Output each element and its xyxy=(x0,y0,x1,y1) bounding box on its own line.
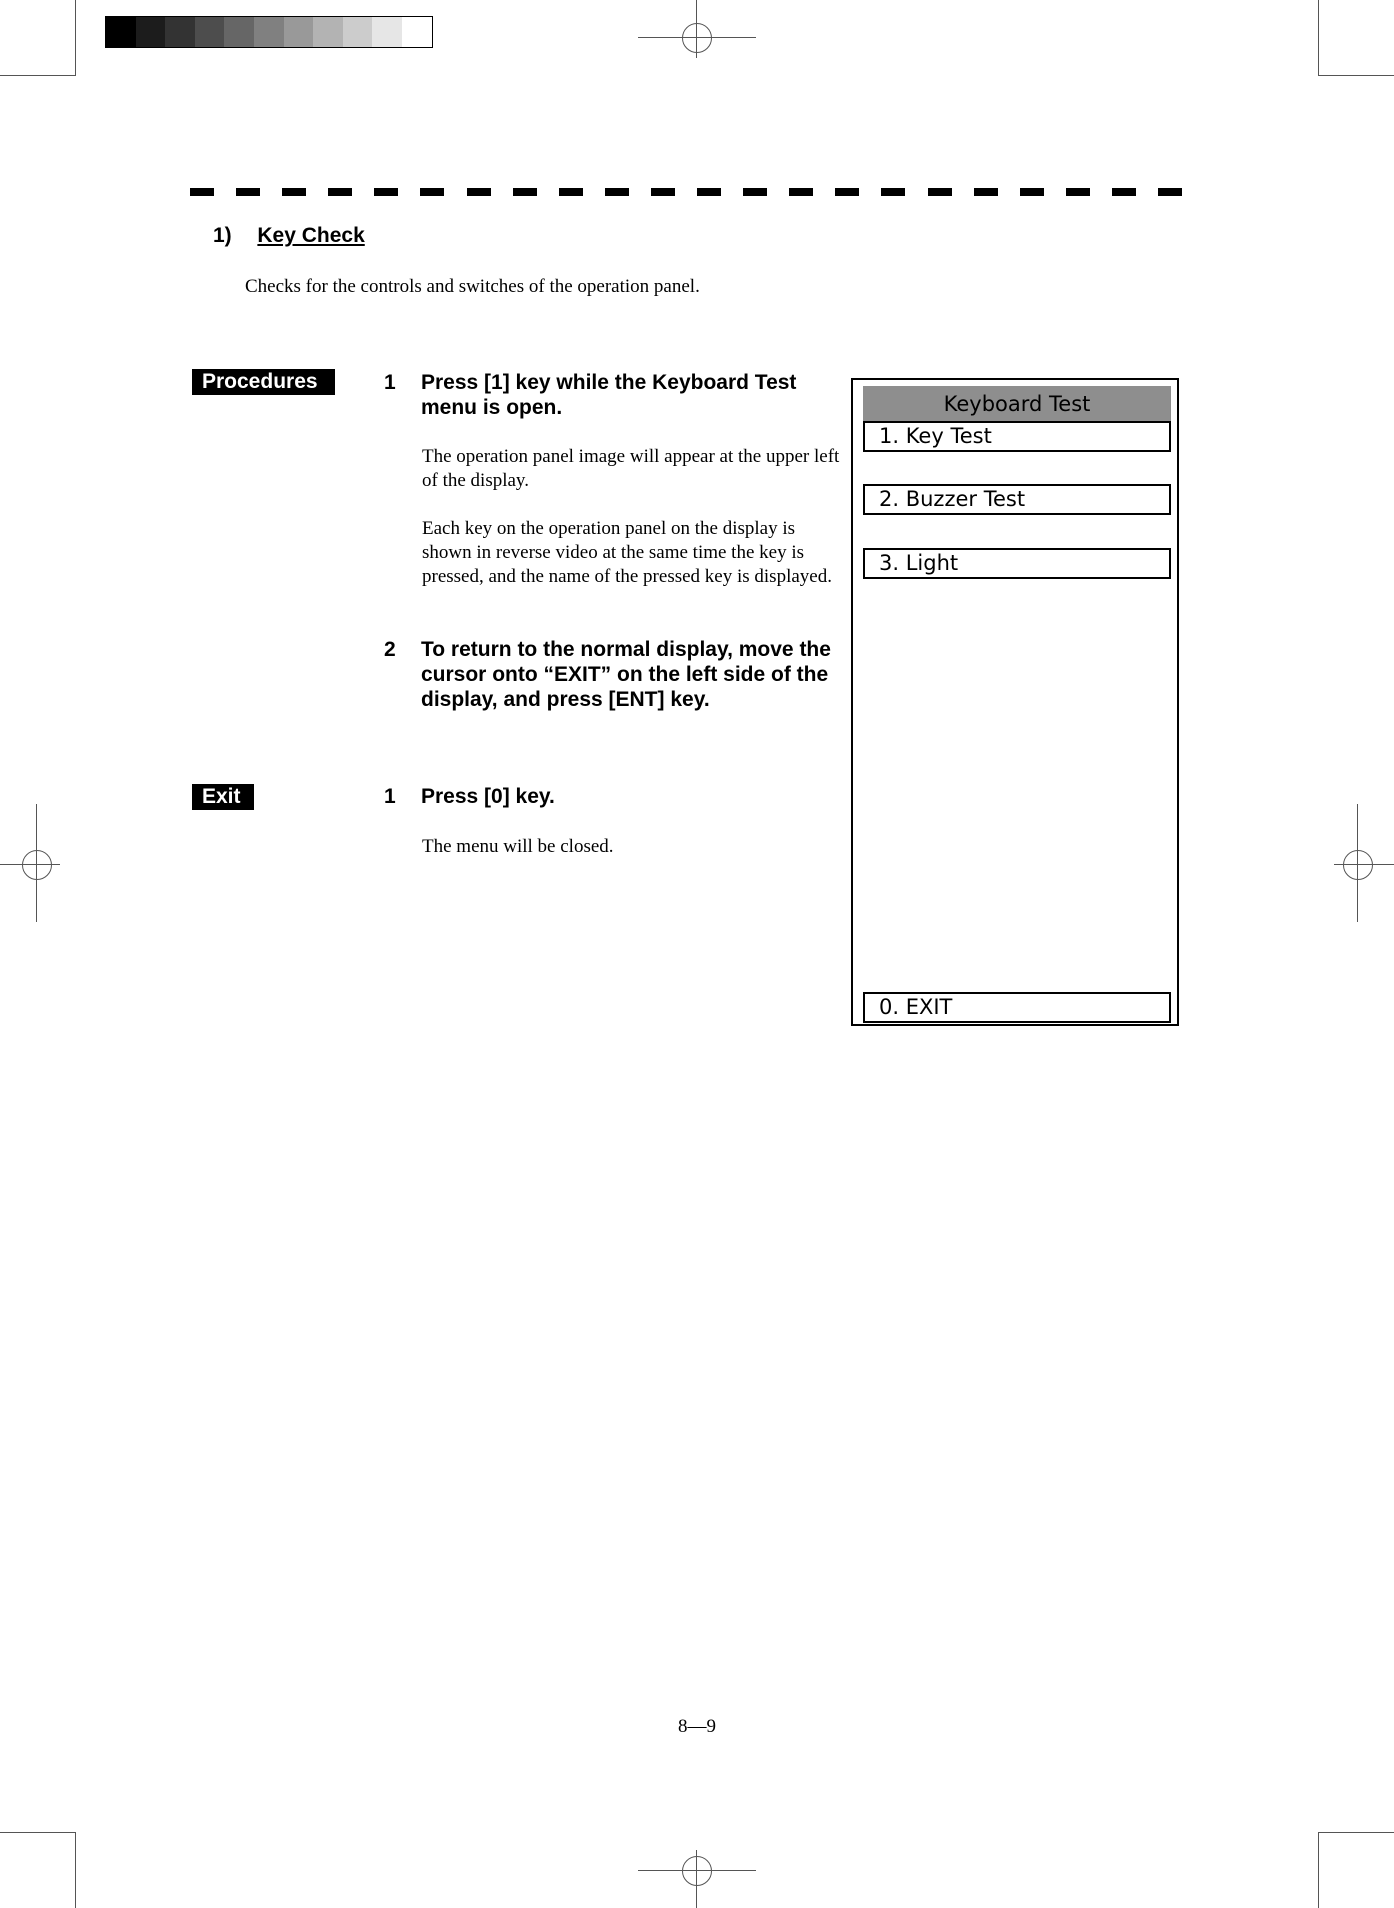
exit-step-1-note: The menu will be closed. xyxy=(422,836,614,857)
section-heading xyxy=(213,224,365,248)
grayscale-cell xyxy=(402,17,432,47)
dash-segment xyxy=(835,188,859,196)
dash-segment xyxy=(190,188,214,196)
procedure-step-1-note-2: Each key on the operation panel on the display is shown in reverse video at the same time the key is pressed, and the name of the pressed key is displayed. xyxy=(422,518,832,587)
exit-step-1-number: 1 xyxy=(384,785,396,808)
page-number: 8—9 xyxy=(678,1716,716,1737)
dash-segment xyxy=(881,188,905,196)
dash-segment xyxy=(420,188,444,196)
grayscale-cell xyxy=(372,17,402,47)
procedures-label: Procedures xyxy=(192,369,335,395)
dash-segment xyxy=(928,188,952,196)
dash-segment xyxy=(651,188,675,196)
exit-label: Exit xyxy=(192,784,254,810)
section-description: Checks for the controls and switches of the operation panel. xyxy=(245,276,700,297)
keyboard-test-screen xyxy=(851,378,1179,1026)
dash-segment xyxy=(282,188,306,196)
menu-item-buzzer-test[interactable]: 2. Buzzer Test xyxy=(863,484,1171,515)
dash-segment xyxy=(1066,188,1090,196)
section-number: 1) xyxy=(213,224,232,247)
grayscale-cell xyxy=(224,17,254,47)
grayscale-cell xyxy=(136,17,166,47)
procedure-step-2-text: To return to the normal display, move the cursor onto “EXIT” on the left side of the display, and press [ENT] key. xyxy=(421,638,831,711)
dash-segment xyxy=(1112,188,1136,196)
menu-item-exit[interactable]: 0. EXIT xyxy=(863,992,1171,1023)
dash-segment xyxy=(974,188,998,196)
grayscale-cell xyxy=(195,17,225,47)
dash-segment xyxy=(789,188,813,196)
dash-segment xyxy=(374,188,398,196)
menu-item-light[interactable]: 3. Light xyxy=(863,548,1171,579)
dash-segment xyxy=(1020,188,1044,196)
dash-segment xyxy=(1158,188,1182,196)
screen-title: Keyboard Test xyxy=(863,386,1171,422)
grayscale-cell xyxy=(313,17,343,47)
dash-segment xyxy=(236,188,260,196)
procedure-step-1-note-1: The operation panel image will appear at the upper left of the display. xyxy=(422,446,840,491)
procedure-step-1-number: 1 xyxy=(384,371,396,394)
grayscale-calibration-strip xyxy=(105,16,433,48)
section-title: Key Check xyxy=(257,224,365,247)
procedure-step-2-number: 2 xyxy=(384,638,396,661)
dash-segment xyxy=(513,188,537,196)
grayscale-cell xyxy=(284,17,314,47)
exit-step-1-text: Press [0] key. xyxy=(421,785,555,808)
dash-segment xyxy=(743,188,767,196)
dash-segment xyxy=(559,188,583,196)
dash-segment xyxy=(697,188,721,196)
dash-segment xyxy=(467,188,491,196)
dash-segment xyxy=(328,188,352,196)
dashed-separator xyxy=(190,188,1182,196)
grayscale-cell xyxy=(343,17,373,47)
grayscale-cell xyxy=(165,17,195,47)
grayscale-cell xyxy=(106,17,136,47)
procedure-step-1-text: Press [1] key while the Keyboard Test menu is open. xyxy=(421,371,797,419)
grayscale-cell xyxy=(254,17,284,47)
dash-segment xyxy=(605,188,629,196)
menu-item-key-test[interactable]: 1. Key Test xyxy=(863,421,1171,452)
